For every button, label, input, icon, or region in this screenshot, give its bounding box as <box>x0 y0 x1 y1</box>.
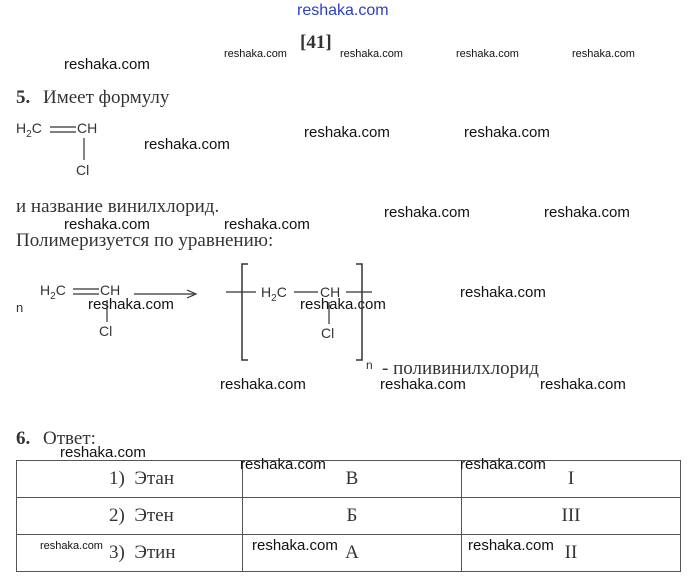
compound-name: Этен <box>134 505 174 526</box>
compound-name: Этан <box>134 468 175 489</box>
question-5-intro: Имеет формулу <box>43 87 170 108</box>
row-number: 2) <box>109 505 125 526</box>
question-6-label: Ответ: <box>43 428 96 449</box>
watermark: reshaka.com <box>384 204 470 221</box>
watermark: reshaka.com <box>572 48 635 60</box>
watermark: reshaka.com <box>60 444 146 461</box>
polymer-ch: CH <box>320 284 341 300</box>
watermark: reshaka.com <box>40 540 103 552</box>
watermark: reshaka.com <box>460 284 546 301</box>
question-6-number: 6. <box>16 428 31 449</box>
polymer-cl: Cl <box>321 325 335 341</box>
table-row <box>17 535 681 572</box>
page-number: [41] <box>300 32 332 53</box>
watermark: reshaka.com <box>88 296 174 313</box>
single-bond <box>105 300 109 322</box>
formula-ch: CH <box>100 282 121 298</box>
cell-letter: А <box>243 535 462 572</box>
polymer-h2c: $H_2C$ <box>261 284 287 304</box>
equation-coefficient: n <box>16 300 24 315</box>
compound-name: Этин <box>134 542 176 563</box>
watermark: reshaka.com <box>144 136 230 153</box>
watermark: reshaka.com <box>304 124 390 141</box>
double-bond <box>73 287 99 297</box>
watermark: reshaka.com <box>460 456 546 473</box>
polymer-brackets <box>222 262 372 368</box>
watermark: reshaka.com <box>240 456 326 473</box>
reaction-arrow <box>134 288 200 300</box>
cell-roman: II <box>462 535 681 572</box>
watermark: reshaka.com <box>464 124 550 141</box>
formula-ch: CH <box>77 120 98 136</box>
formula-cl: Cl <box>99 323 113 339</box>
polymerization-line: Полимеризуется по уравнению: <box>16 230 274 251</box>
watermark: reshaka.com <box>540 376 626 393</box>
cell-letter: Б <box>243 498 462 535</box>
site-link[interactable]: reshaka.com <box>297 2 389 19</box>
watermark: reshaka.com <box>220 376 306 393</box>
watermark: reshaka.com <box>456 48 519 60</box>
formula-cl: Cl <box>76 162 90 178</box>
cell-compound <box>17 498 243 535</box>
table-row <box>17 498 681 535</box>
question-5-number: 5. <box>16 87 31 108</box>
name-line: и название винилхлорид. <box>16 196 220 217</box>
cell-roman: I <box>462 461 681 498</box>
cell-letter: В <box>243 461 462 498</box>
formula-h2c: $H_2C$ <box>16 120 42 140</box>
watermark: reshaka.com <box>252 537 338 554</box>
answer-table <box>16 460 681 572</box>
table-row <box>17 461 681 498</box>
formula-vinyl-chloride <box>16 120 106 180</box>
cell-roman: III <box>462 498 681 535</box>
double-bond <box>50 125 76 135</box>
watermark: reshaka.com <box>64 56 150 73</box>
watermark: reshaka.com <box>380 376 466 393</box>
single-bond <box>82 138 86 160</box>
watermark: reshaka.com <box>300 296 386 313</box>
equation-monomer <box>40 282 130 342</box>
row-number: 3) <box>109 542 125 563</box>
cell-compound <box>17 461 243 498</box>
watermark: reshaka.com <box>340 48 403 60</box>
watermark: reshaka.com <box>544 204 630 221</box>
watermark: reshaka.com <box>468 537 554 554</box>
watermark: reshaka.com <box>224 48 287 60</box>
polymer-subscript-n: n <box>366 358 373 372</box>
polymer-name: - поливинилхлорид <box>382 358 539 379</box>
watermark: reshaka.com <box>64 216 150 233</box>
formula-h2c: $H_2C$ <box>40 282 66 302</box>
row-number: 1) <box>109 468 125 489</box>
watermark: reshaka.com <box>224 216 310 233</box>
